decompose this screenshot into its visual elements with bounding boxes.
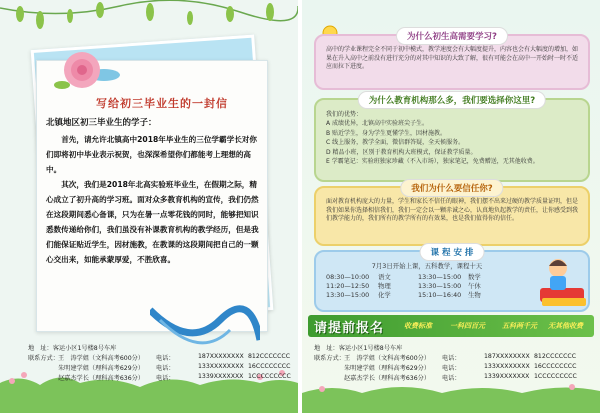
section-title: 为什么初生高需要学习?	[396, 27, 508, 45]
schedule-time: 13:30—15:00	[418, 281, 462, 290]
advantage-line: E 学霸笔记：实验班独家珍藏（不入市场），独家笔记，免费赠送，无其他收费。	[326, 158, 539, 166]
schedule-row	[326, 273, 528, 282]
section-trust	[314, 186, 590, 246]
qq-value: 1CCCCCCCCC	[534, 373, 577, 380]
contact-row	[314, 353, 577, 362]
schedule-subject: 午休	[468, 281, 481, 290]
address-line	[28, 343, 116, 352]
price-tag: 一科四百元	[450, 322, 485, 330]
phone-label: 电话：	[156, 365, 175, 372]
section-text	[326, 110, 578, 166]
schedule-content	[326, 262, 528, 300]
ribbon-icon	[150, 300, 260, 360]
schedule-subject: 数学	[468, 272, 481, 281]
section-text: 高中的学业课程完全不同于初中模式，教学速度会有大幅度提升，内容也会有大幅度的增加，如果在升入高中之前没有进行充分的对其中知识的大致了解，很有可能会在高中一开始时一时不适应而拉下进度。	[326, 46, 579, 71]
letter-panel	[0, 0, 298, 413]
enroll-banner	[308, 315, 594, 337]
advantage-line: B 贴近学生，身为学生更懂学生，因材施教。	[326, 129, 447, 137]
price-tag: 五科两千元	[502, 322, 537, 330]
phone-value: 187XXXXXXXX	[198, 353, 244, 360]
phone-value: 187XXXXXXXX	[484, 353, 530, 360]
address-label: 地 址：	[28, 345, 53, 352]
contact-label: 联系方式：	[28, 355, 59, 362]
section-title: 我们为什么要信任你?	[400, 179, 503, 197]
contact-row	[28, 353, 291, 362]
letter-paragraph: 首先，请允许北镇高中2018年毕业生的三位学霸学长对你们即将初中毕业表示祝贺，也深深希望你们都能考上理想的高中。	[46, 135, 257, 174]
schedule-time: 13:30—15:00	[326, 290, 370, 299]
phone-value: 1339XXXXXXX	[198, 373, 244, 380]
letter-body	[46, 132, 260, 267]
letter-paragraph: 其次，我们是2018年北高实验班毕业生，在假期之际，精心成立了初升高的学习班。面对众多教育机构的宣传，我们仍然在这段期间悉心备课，只为在暑一点零花钱的同时，能够把知识悉数传递给你们，我们虽没有补课教育机构的教学经历，但是我们能保证贴近学生，因材施教，在教课的这段期间把自己的一颗心交出来，如能承蒙厚爱，不胜欣喜。	[46, 180, 259, 264]
phone-value: 133XXXXXXXX	[484, 363, 530, 370]
section-title: 为什么教育机构那么多，我们要选择你这里?	[358, 91, 546, 109]
phone-label: 电话：	[442, 355, 461, 362]
rose-icon	[52, 45, 122, 95]
phone-label: 电话：	[156, 375, 175, 382]
grass-decoration-icon	[0, 353, 298, 413]
phone-label: 电话：	[156, 355, 175, 362]
advantage-line: A 成绩优异，北镇高中实验班尖子生。	[326, 120, 429, 128]
schedule-row	[326, 282, 528, 291]
schedule-time: 15:10—16:40	[418, 290, 462, 299]
schedule-table	[326, 273, 528, 300]
phone-value: 133XXXXXXXX	[198, 363, 244, 370]
contact-name: 王 涛学姐（文科高考600分）	[58, 355, 145, 362]
phone-label: 电话：	[442, 365, 461, 372]
price-tag: 无其他收费	[548, 322, 583, 330]
letter-title: 写给初三毕业生的一封信	[96, 97, 228, 110]
advantage-line: 我们的优势：	[326, 111, 363, 118]
section-why-study	[314, 34, 590, 90]
schedule-time: 13:30—15:00	[418, 272, 462, 281]
qq-value: 16CCCCCCCC	[534, 363, 577, 370]
schedule-subject: 语文	[378, 272, 391, 281]
qq-value: 812CCCCCCC	[248, 353, 291, 360]
schedule-time: 08:30—10:00	[326, 272, 370, 281]
schedule-row	[326, 291, 528, 300]
schedule-time: 11:20—12:50	[326, 281, 370, 290]
grass-decoration-icon	[302, 353, 600, 413]
letter-greeting: 北镇地区初三毕业生的学子：	[46, 118, 157, 128]
advantage-line: C 线上服务，教学全面，微信群答疑，全天候服务。	[326, 139, 465, 147]
section-title: 课 程 安 排	[420, 243, 485, 261]
phone-label: 电话：	[442, 375, 461, 382]
qq-value: 1CCCCCCCCC	[248, 373, 291, 380]
enroll-title: 请提前报名	[314, 321, 385, 336]
contact-name: 朱明建学姐（理科高考629分）	[58, 365, 145, 372]
schedule-date: 7月3日开始上课，五科教学，课程十天	[371, 262, 483, 270]
contact-name: 赵嘉杰学长（理科高考636分）	[58, 375, 145, 382]
reading-kid-icon	[532, 254, 592, 310]
schedule-subject: 生物	[468, 290, 481, 299]
contact-label: 联系方式：	[314, 355, 345, 362]
price-tag: 收费标准	[404, 322, 432, 330]
schedule-subject: 化学	[378, 290, 391, 299]
address-line	[314, 343, 402, 352]
advantage-line: D 精品小班，区别于教育机构大班模式，保证教学质量。	[326, 148, 477, 156]
contact-name: 朱明建学姐（理科高考629分）	[344, 365, 431, 372]
section-text: 面对教育机构庞大的力量，学生和家长不信任的眼神，我们摆不出来过硬的教学质量证明，但是我们如果你选择相信我们，我们一定会以一颗赤诚之心，认真地负起教学的责任，让你感受到我们教学能力的，我们所有的教学所有的有效果，也是我们值得你的信任。	[326, 198, 579, 223]
address-value: 客运小区1号楼8号车库	[52, 345, 117, 352]
phone-value: 1339XXXXXXX	[484, 373, 530, 380]
address-label: 地 址：	[314, 345, 339, 352]
qq-value: 812CCCCCCC	[534, 353, 577, 360]
address-value: 客运小区1号楼8号车库	[338, 345, 403, 352]
contact-name: 王 涛学姐（文科高考600分）	[344, 355, 431, 362]
info-panel	[302, 0, 600, 413]
section-why-us	[314, 98, 590, 182]
schedule-subject: 物理	[378, 281, 391, 290]
qq-value: 16CCCCCCCC	[248, 363, 291, 370]
contact-name: 赵嘉杰学长（理科高考636分）	[344, 375, 431, 382]
